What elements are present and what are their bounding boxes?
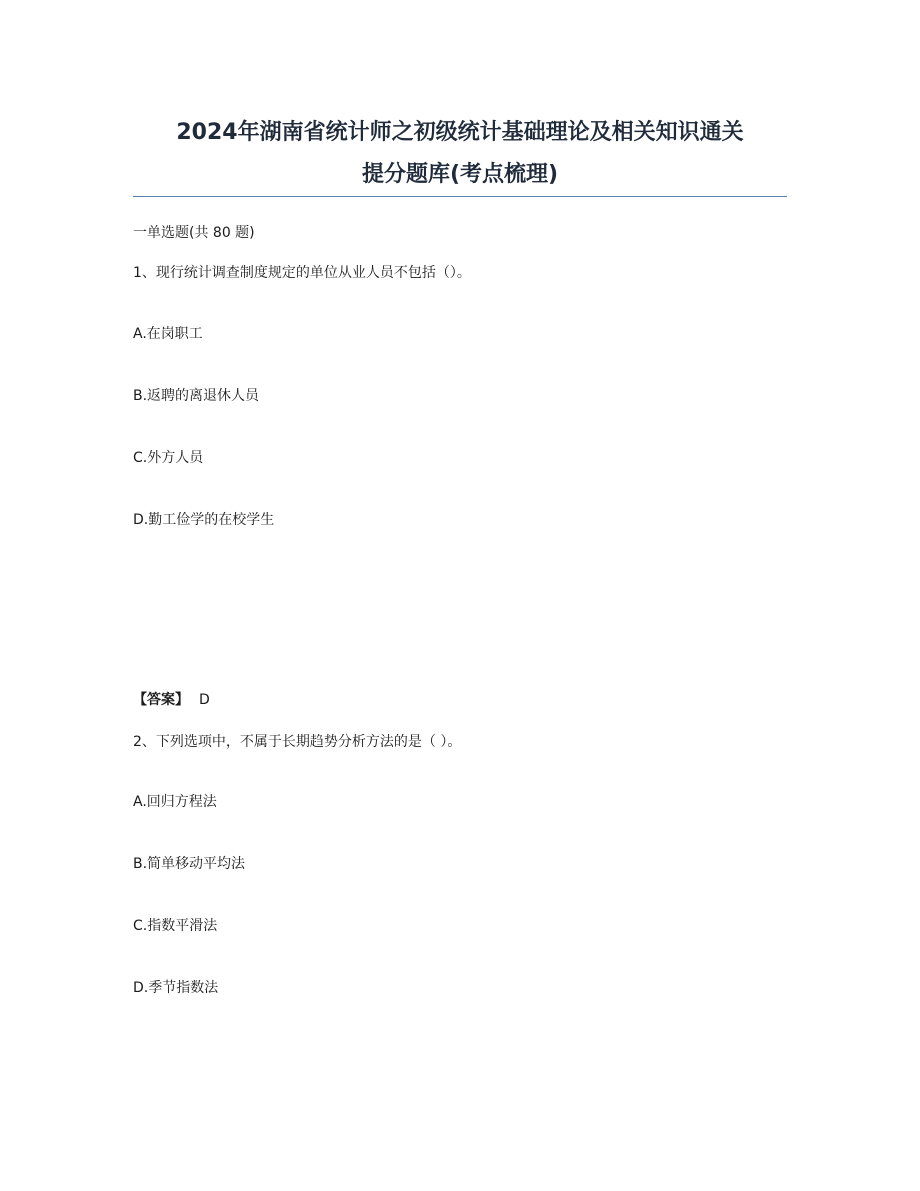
title-line-1: 2024年湖南省统计师之初级统计基础理论及相关知识通关 (176, 120, 744, 145)
section-label: 一单选题(共 80 题) (133, 225, 255, 241)
question-1-stem: 1、现行统计调查制度规定的单位从业人员不包括（）。 (133, 265, 471, 281)
question-1-option-c: C.外方人员 (133, 450, 204, 466)
answer-value: D (199, 692, 210, 708)
question-2-stem: 2、下列选项中，不属于长期趋势分析方法的是（ ）。 (133, 734, 462, 750)
document-title (120, 112, 800, 196)
question-2-option-b: B.简单移动平均法 (133, 856, 246, 872)
title-divider (133, 196, 787, 197)
question-1-option-d: D.勤工俭学的在校学生 (133, 512, 275, 528)
answer-label: 【答案】 (133, 692, 189, 708)
question-1-option-a: A.在岗职工 (133, 326, 203, 342)
question-2-option-a: A.回归方程法 (133, 794, 217, 810)
title-line-2: 提分题库(考点梳理) (361, 162, 559, 187)
question-1-answer (133, 690, 210, 710)
question-2-option-c: C.指数平滑法 (133, 918, 218, 934)
question-1-option-b: B.返聘的离退休人员 (133, 388, 260, 404)
question-2-option-d: D.季节指数法 (133, 980, 219, 996)
